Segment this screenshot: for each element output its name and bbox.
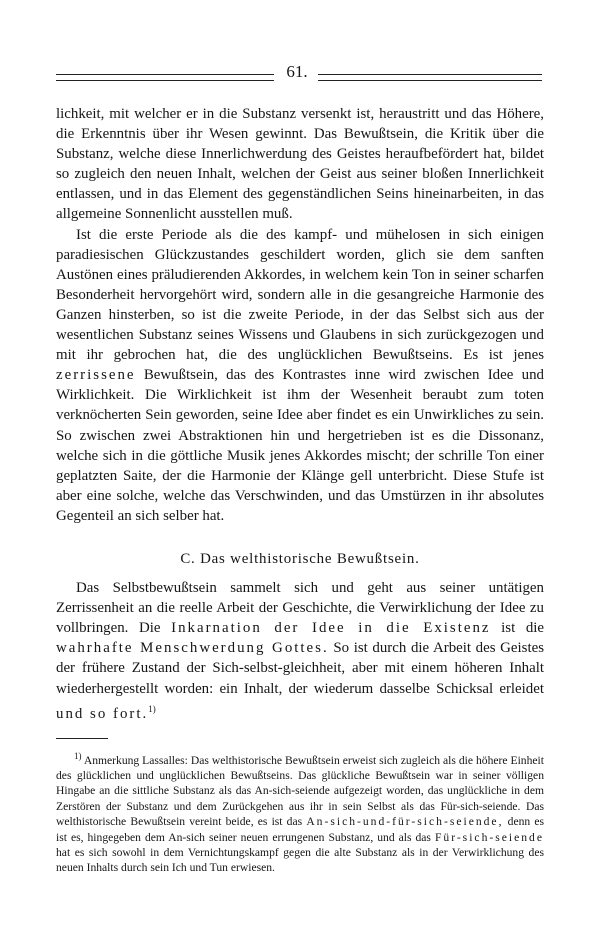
header-rule-left <box>56 74 274 81</box>
footnote-separator <box>56 738 108 739</box>
footnote-reference: 1) <box>148 703 156 714</box>
page-header <box>56 62 544 86</box>
paragraph-continuation: lichkeit, mit welcher er in die Substanz versenkt ist, heraustritt und das Höhere, die Erkenntnis über ihr Wesen gewinnt. Das Bewußtsein, die Kritik über die Substanz, welche diese Innerlichwerdung des Geistes heraufbefördert hat, bildet so zugleich den neuen Inhalt, welchen der Geist aus seiner bloßen Innerlichkeit entlassen, und in das Element des gegenständlichen Seins hineinarbeiten, in das allgemeine Sonnenlicht ausstellen muß. <box>56 106 544 223</box>
section-heading: C. Das welthistorische Bewußtsein. <box>180 550 420 567</box>
page-number: 61. <box>286 62 308 81</box>
header-rule-right <box>318 74 542 81</box>
paragraph-world-historical: Das Selbstbewußtsein sammelt sich und geht aus seiner untätigen Zerrissenheit an die reelle Arbeit der Geschichte, die Verwirklichung der Idee zu vollbringen. Die Inkarnation der Idee in die Existenz ist die wahrhafte Menschwerdung Gottes. So ist durch die Arbeit des Geistes der frühere Zustand der Sich-selbst-gleichheit, aber mit einem höheren Inhalt wiederhergestellt worden: ein Inhalt, der wiederum dasselbe Schicksal erleidet und so fort.$^{1)}$ <box>56 580 545 722</box>
footnote-mark: 1) <box>74 750 82 761</box>
paragraph-unhappy-consciousness: Ist die erste Periode als die des kampf- und mühelosen in sich einigen paradiesischen Glückzustandes geschildert worden, glich sie dem sanften Austönen eines präludierenden Akkordes, in welchem kein Ton in seiner scharfen Besonderheit hervorgehört wird, sondern alle in die gesangreiche Harmonie des Ganzen hinsterben, so ist die zweite Periode, in der das Selbst sich aus der wesentlichen Substanz seines Wissens und Glaubens in sich zurückgezogen und mit ihr gebrochen hat, die des unglücklichen Bewußtseins. Es ist jenes zerrissene Bewußtsein, das des Kontrastes inne wird zwischen Idee und Wirklichkeit. Die Wirklichkeit ist ihm der Wesenheit beraubt zum toten verknöcherten Sein geworden, seine Idee aber findet es ein Unwirkliches zu sein. So zwischen zwei Abstraktionen hin und hergetrieben ist es die Dissonanz, welche sich in die göttliche Musik jenes Akkordes mischt; der schrille Ton einer geplatzten Saite, der die Harmonie der Klänge gell unterbricht. Diese Stufe ist aber eine solche, welche das Verschwinden, und das Umstürzen in ihr absolutes Gegenteil an sich selber hat. <box>56 226 544 524</box>
emphasis-spaced: Inkarnation der Idee in die Existenz <box>171 620 491 637</box>
page-body <box>56 104 544 876</box>
emphasis-spaced: zerrissene <box>56 367 136 384</box>
emphasis-spaced: An-sich-und-für-sich-seiende, <box>306 815 504 829</box>
emphasis-spaced: wahrhafte Menschwerdung Gottes. <box>56 640 329 657</box>
footnote: $^{1)}$ Anmerkung Lassalles: Das welthistorische Bewußtsein erweist sich zugleich als die höhere Einheit des glücklichen und unglücklichen Bewußtseins. Das glückliche Bewußtsein war in seiner völligen Hingabe an die sittliche Substanz als das An-sich-seiende aufgezeigt worden, das unglückliche in dem Zerstören der Substanz und dem Zurückgehen aus ihr in sein Selbst als das Für-sich-seiende. Das welthistorische Bewußtsein vereint beide, es ist das An-sich-und-für-sich-seiende, denn es ist es, hingegeben dem An-sich seiner neuen errungenen Substanz, und als das Für-sich-seiende hat es sich sowohl in dem Vernichtungskampf gegen die alte Substanz als in der Verwirklichung des neuen Inhalts durch sein Ich und Tun erwiesen. <box>56 750 545 875</box>
emphasis-spaced: und so fort. <box>56 705 149 722</box>
emphasis-spaced: Für-sich-seiende <box>434 830 544 844</box>
